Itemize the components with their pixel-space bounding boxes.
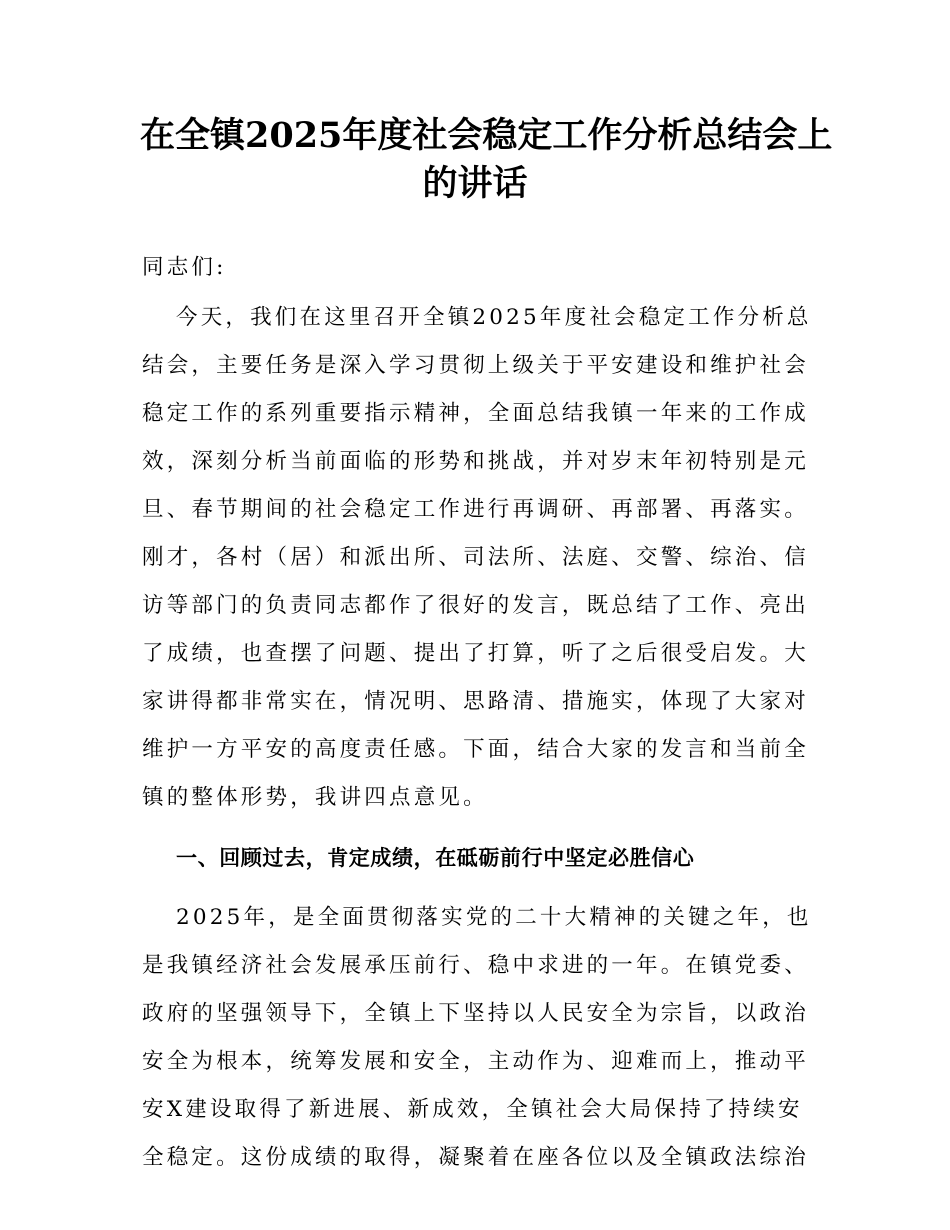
- paragraph-line: 是我镇经济社会发展承压前行、稳中求进的一年。在镇党委、: [142, 953, 809, 978]
- paragraph-line: 维护一方平安的高度责任感。下面，结合大家的发言和当前全: [142, 737, 809, 762]
- paragraph-line: 刚才，各村（居）和派出所、司法所、法庭、交警、综治、信: [142, 545, 809, 570]
- section-heading-1: 一、回顾过去，肯定成绩，在砥砺前行中坚定必胜信心: [176, 846, 695, 870]
- title-line-2: 的讲话: [422, 163, 528, 204]
- paragraph-line: 稳定工作的系列重要指示精神，全面总结我镇一年来的工作成: [142, 401, 809, 426]
- paragraph-line: 了成绩，也查摆了问题、提出了打算，听了之后很受启发。大: [142, 641, 809, 666]
- paragraph-line: 家讲得都非常实在，情况明、思路清、措施实，体现了大家对: [142, 689, 809, 714]
- salutation: 同志们:: [142, 255, 227, 280]
- paragraph-line: 今天，我们在这里召开全镇2025年度社会稳定工作分析总: [176, 305, 812, 330]
- paragraph-line: 结会，主要任务是深入学习贯彻上级关于平安建设和维护社会: [142, 353, 809, 378]
- paragraph-line: 全稳定。这份成绩的取得，凝聚着在座各位以及全镇政法综治: [142, 1145, 809, 1170]
- paragraph-line: 旦、春节期间的社会稳定工作进行再调研、再部署、再落实。: [142, 497, 809, 522]
- paragraph-line: 效，深刻分析当前面临的形势和挑战，并对岁末年初特别是元: [142, 449, 809, 474]
- document-title: [140, 112, 833, 208]
- paragraph-line: 镇的整体形势，我讲四点意见。: [142, 785, 488, 810]
- paragraph-line: 访等部门的负责同志都作了很好的发言，既总结了工作、亮出: [142, 593, 809, 618]
- title-line-1: 在全镇2025年度社会稳定工作分析总结会上: [140, 115, 833, 156]
- paragraph-line: 政府的坚强领导下，全镇上下坚持以人民安全为宗旨，以政治: [142, 1001, 809, 1026]
- document-body: [142, 244, 810, 1182]
- paragraph-line: 安X建设取得了新进展、新成效，全镇社会大局保持了持续安: [142, 1097, 803, 1122]
- paragraph-line: 安全为根本，统筹发展和安全，主动作为、迎难而上，推动平: [142, 1049, 809, 1074]
- paragraph-line: 2025年，是全面贯彻落实党的二十大精神的关键之年，也: [176, 905, 812, 930]
- paragraph-opening: [142, 294, 810, 822]
- paragraph-review: [142, 894, 810, 1182]
